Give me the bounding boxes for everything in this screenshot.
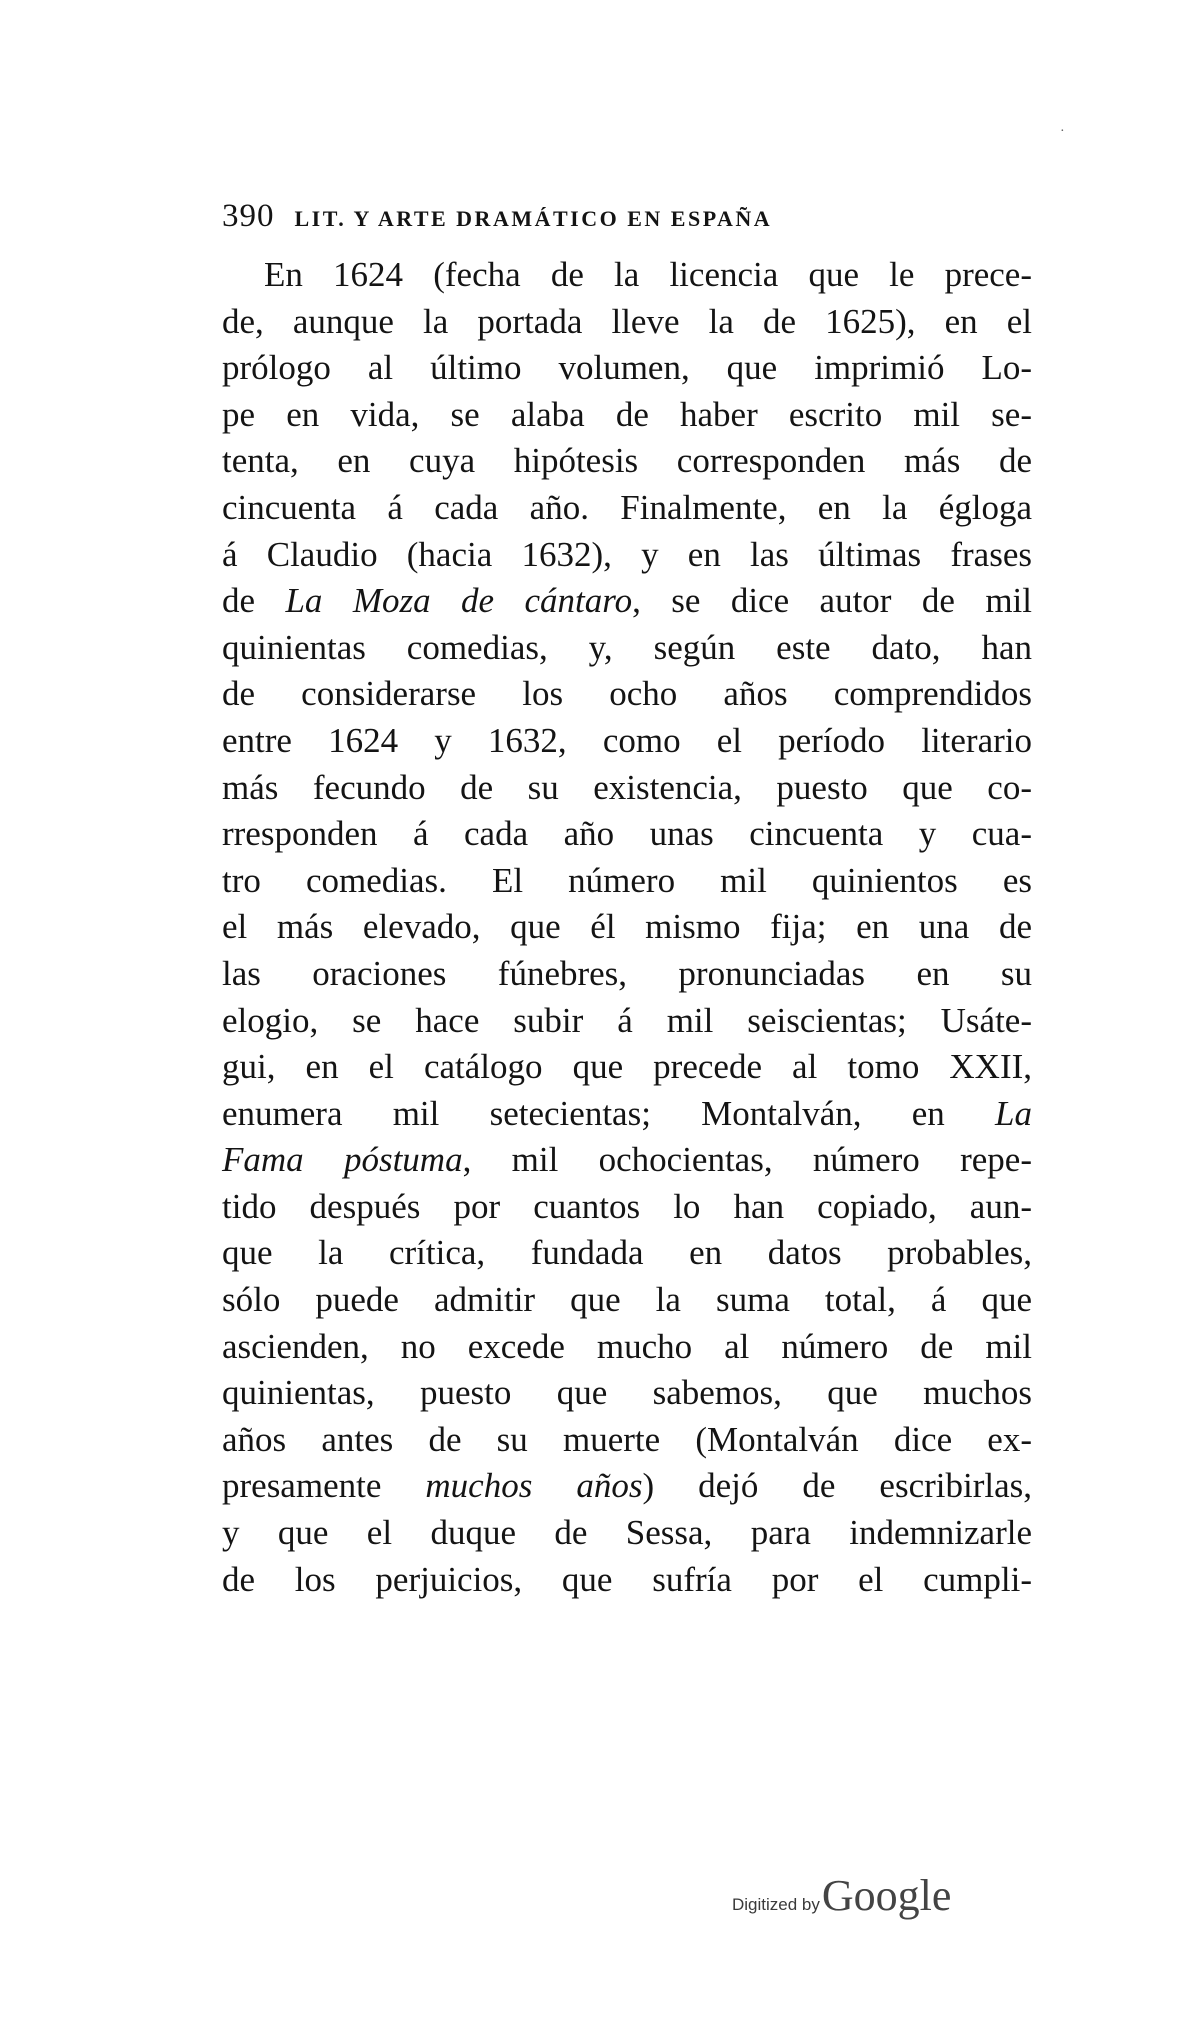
text-line: más fecundo de su existencia, puesto que co- (222, 767, 1032, 807)
text-line: las oraciones fúnebres, pronunciadas en su (222, 953, 1032, 993)
scan-speck: · (1060, 124, 1065, 139)
italic-title: La (995, 1093, 1033, 1133)
digitized-watermark (732, 1870, 951, 1921)
text-line: el más elevado, que él mismo fija; en una de (222, 907, 1032, 947)
text-line: de, aunque la portada lleve la de 1625), en el (222, 301, 1032, 341)
google-logo: Google (821, 1871, 952, 1920)
text-line: tido después por cuantos lo han copiado, aun- (222, 1186, 1032, 1226)
text-line: En 1624 (fecha de la licencia que le prece- (264, 255, 1032, 294)
text-line (222, 1137, 1032, 1184)
text-segment: , mil ochocientas, número repe- (462, 1140, 1032, 1180)
page-number: 390 (222, 198, 275, 234)
text-segment: de (222, 581, 256, 621)
text-line: de los perjuicios, que sufría por el cumpli- (222, 1559, 1032, 1599)
text-line: de considerarse los ocho años comprendidos (222, 674, 1032, 714)
text-segment: enumera mil setecientas; Montalván, en (222, 1093, 945, 1133)
text-line: prólogo al último volumen, que imprimió Lo- (222, 348, 1032, 388)
running-head (222, 198, 962, 242)
text-line: sólo puede admitir que la suma total, á que (222, 1280, 1032, 1320)
text-line: rresponden á cada año unas cincuenta y cua- (222, 814, 1032, 854)
text-segment: ) dejó de escribirlas, (642, 1466, 1032, 1506)
text-line (222, 1091, 1032, 1138)
italic-title: Fama póstuma (222, 1140, 463, 1180)
text-line: y que el duque de Sessa, para indemnizarle (222, 1513, 1032, 1553)
text-line: años antes de su muerte (Montalván dice ex- (222, 1419, 1032, 1459)
text-line: quinientas comedias, y, según este dato, han (222, 627, 1032, 667)
text-line (222, 578, 1032, 625)
text-line: tro comedias. El número mil quinientos es (222, 860, 1032, 900)
text-line (222, 1463, 1032, 1510)
italic-phrase: muchos años (425, 1466, 643, 1506)
text-line: gui, en el catálogo que precede al tomo XXII, (222, 1047, 1032, 1087)
text-line: á Claudio (hacia 1632), y en las últimas frases (222, 534, 1032, 574)
text-segment: , se dice autor de mil (632, 581, 1033, 621)
running-title: LIT. Y ARTE DRAMÁTICO EN ESPAÑA (294, 206, 773, 231)
watermark-caption: Digitized by (732, 1895, 820, 1914)
text-line: cincuenta á cada año. Finalmente, en la égloga (222, 487, 1032, 527)
text-line: ascienden, no excede mucho al número de mil (222, 1326, 1032, 1366)
text-segment: presamente (222, 1466, 382, 1506)
text-line: entre 1624 y 1632, como el período literario (222, 720, 1032, 760)
text-line: tenta, en cuya hipótesis corresponden más de (222, 441, 1032, 481)
italic-title: La Moza de cántaro (285, 581, 633, 621)
body-paragraph (222, 252, 1032, 1603)
text-line: quinientas, puesto que sabemos, que muchos (222, 1373, 1032, 1413)
text-line: elogio, se hace subir á mil seiscientas; Usáte- (222, 1000, 1032, 1040)
text-line: que la crítica, fundada en datos probables, (222, 1233, 1032, 1273)
text-line: pe en vida, se alaba de haber escrito mil se- (222, 394, 1032, 434)
